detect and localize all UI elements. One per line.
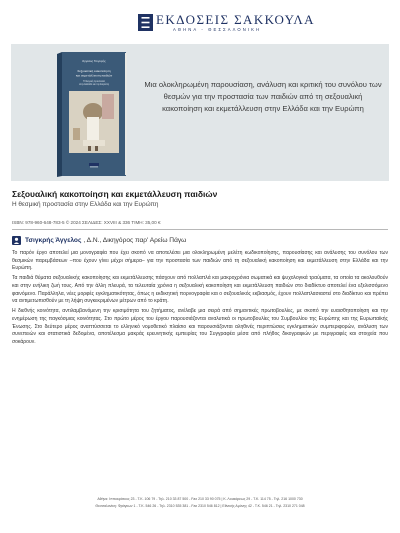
description-paragraph: Τα παιδιά θύματα σεξουαλικής κακοποίησης και εκμετάλλευσης πάσχουν από πολλαπλά και μακροχρόνια σωματικά και ψυχολογικά τραύματα, τα οποία τα ακολουθούν και στην ενήλικη ζωή τους. Από την άλλη πλευρά, τα τελευταία χρόνια η σεξουαλική κακοποίηση και εκμετάλλευση παιδιών στο διαδίκτυο αποτελεί ένα εξελισσόμενο φαινόμενο. Παράλληλα, νέες μορφές εγκληματικότητας, όπως η εκδικητική πορνογραφία και ο σεξουαλικός εκβιασμός, έχουν πολλαπλασιαστεί στο διαδίκτυο και πρέπει να αντιμετωπισθούν με τη λήψη συγκεκριμένων μέτρων από το κράτη. bbox=[12, 275, 388, 305]
publisher-cities: ΑΘΗΝΑ - ΘΕΣΣΑΛΟΝΙΚΗ bbox=[173, 27, 262, 32]
book-title: Σεξουαλική κακοποίηση και εκμετάλλευση παιδιών bbox=[12, 189, 218, 199]
publisher-header bbox=[0, 0, 400, 40]
book-cover-image[interactable] bbox=[49, 50, 129, 178]
footer-address-athens: Αθήνα: Ιπποκράτους 23 - Τ.Κ. 106 79 - Τηλ. 210 33 87 500 - Fax 210 33 90 075 | Κ. Λουκάρεως 29 - Τ.Κ. 114 75 - Τηλ. 216 1000 730 bbox=[97, 497, 303, 501]
publisher-logo-icon[interactable] bbox=[138, 14, 153, 31]
svg-text:Σεξουαλική κακοποίηση: Σεξουαλική κακοποίηση bbox=[77, 69, 111, 73]
description-paragraph: Το παρόν έργο αποτελεί μια μονογραφία που έχει σκοπό να αποτελέσει μια ολοκληρωμένη μελέτη κωδικοποίησης, παρουσίασης και ανάλυσης του συνόλου των θεσμικών παρεμβάσεων –που έχουν γίνει μέχρι σήμερα– για την προστασία των παιδιών από τη σεξουαλική κακοποίηση και εκμετάλλευση στην Ελλάδα και την Ευρώπη. bbox=[12, 250, 388, 272]
author-icon bbox=[12, 236, 21, 245]
svg-text:στην Ελλάδα και την Ευρώπη: στην Ελλάδα και την Ευρώπη bbox=[78, 84, 110, 86]
svg-text:Η θεσμική προστασία: Η θεσμική προστασία bbox=[83, 81, 105, 83]
footer-address-thessaloniki: Θεσσαλονίκη: Φράγκων 1 - Τ.Κ. 546 26 - Τηλ. 2310 535 381 - Fax 2310 546 812 | Εθνικής Αμύνης 42 - Τ.Κ. 546 21 - Τηλ. 2310 271 048 bbox=[95, 503, 305, 508]
contact-footer bbox=[0, 496, 400, 509]
author-credentials: , Δ.Ν., Δικηγόρος παρ' Αρείω Πάγω bbox=[83, 237, 187, 244]
book-description bbox=[12, 250, 388, 349]
divider bbox=[12, 229, 388, 230]
publisher-name[interactable]: ΕΚΔΟΣΕΙΣ ΣΑΚΚΟΥΛΑ bbox=[156, 12, 315, 27]
banner-blurb: Μια ολοκληρωμένη παρουσίαση, ανάλυση και κριτική του συνόλου των θεσμών για την προστασία των παιδιών από τη σεξουαλική κακοποίηση και εκμετάλλευση στην Ελλάδα και την Ευρώπη bbox=[144, 80, 382, 114]
promo-banner bbox=[11, 44, 389, 181]
description-paragraph: Η διεθνής κοινότητα, αντιλαμβανόμενη την κρισιμότητα του ζητήματος, ανέλαβε μια σειρά από σημαντικές πρωτοβουλίες, με σκοπό την ευαισθητοποίηση και την ενημέρωση της παγκόσμιας κοινότητας. Στο πρώτο μέρος του έργου παρουσιάζονται αναλυτικά οι πρωτοβουλίες του Συμβουλίου της Ευρώπης και της Ευρωπαϊκής Ένωσης. Στο δεύτερο μέρος αναπτύσσεται το ελληνικό νομοθετικό πλαίσιο και παρουσιάζονται αληθινές περιπτώσεις εγκληματικών συμπεριφορών, ανάλυση των συνεπειών και στατιστικά δεδομένα, αποτέλεσμα μακράς ερευνητικής εμπειρίας του Συγγραφέα μέσα από πλήθος δικογραφιών με περιγραφές και στοιχεία που σοκάρουν. bbox=[12, 308, 388, 346]
cover-author-text: Άγγελος Τσιγκρής bbox=[82, 59, 106, 63]
author-line bbox=[12, 236, 186, 245]
svg-text:και εκμετάλλευση παιδιών: και εκμετάλλευση παιδιών bbox=[75, 73, 113, 78]
book-subtitle: Η θεσμική προστασία στην Ελλάδα και την Ευρώπη bbox=[12, 201, 159, 208]
author-name[interactable]: Τσιγκρής Άγγελος bbox=[25, 237, 82, 244]
book-meta: ISBN: 978-960-648-783-5 © 2024 ΣΕΛΙΔΕΣ: XXVIII & 336 ΤΙΜΗ: 35,00 € bbox=[12, 220, 161, 225]
